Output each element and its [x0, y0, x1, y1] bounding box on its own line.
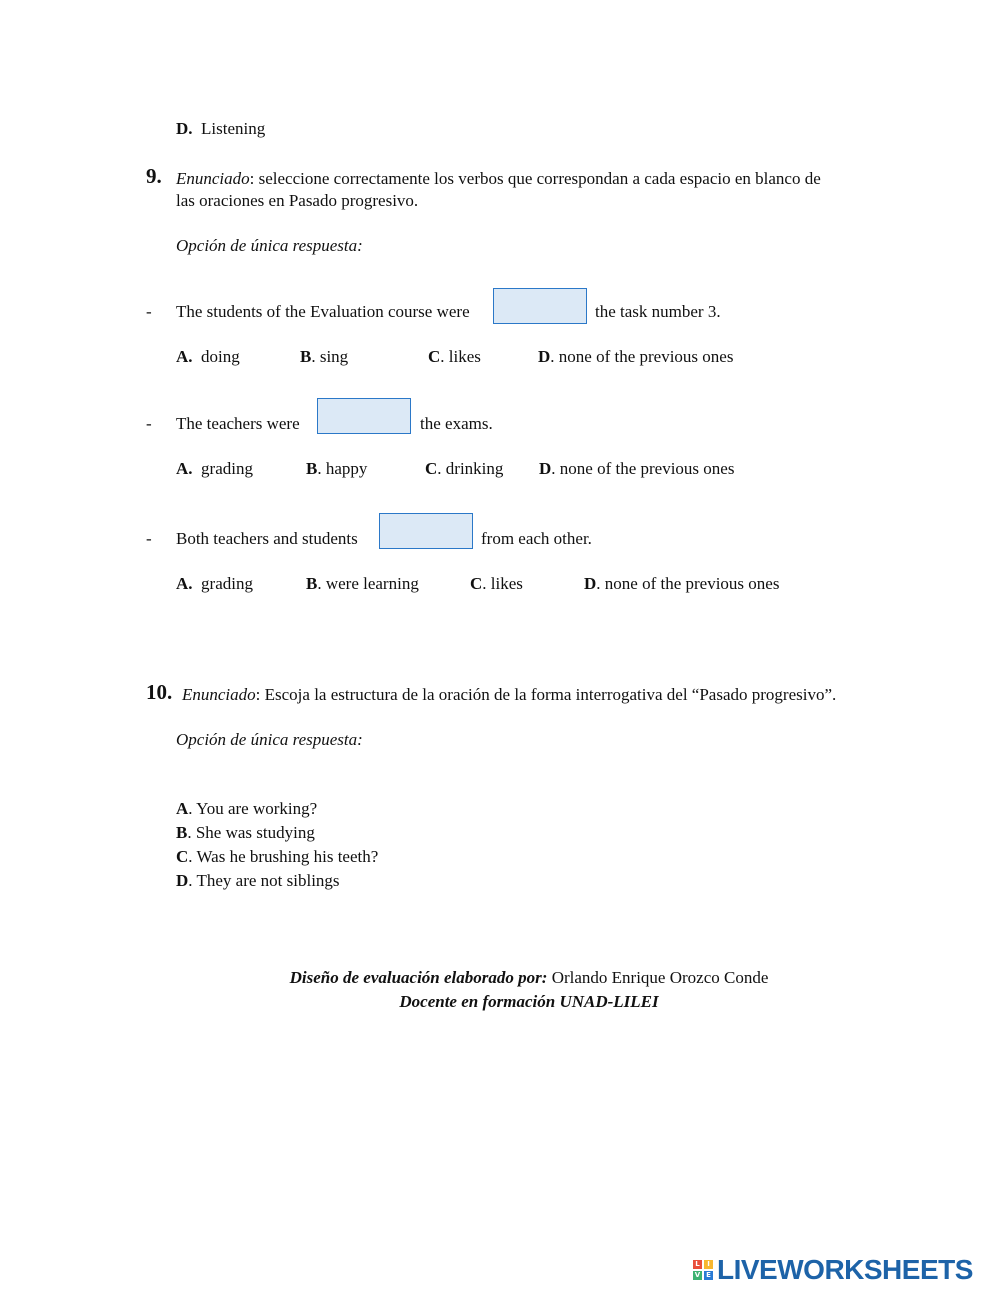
statement-text: : seleccione correctamente los verbos que correspondan a cada espacio en blanco de	[249, 169, 821, 188]
option-text: . none of the previous ones	[550, 347, 734, 366]
item-1-sentence-end: the task number 3.	[595, 302, 721, 321]
item-2-sentence-start: The teachers were	[176, 414, 300, 433]
option-letter: A.	[176, 347, 193, 366]
logo-text: LIVEWORKSHEETS	[717, 1254, 973, 1285]
option-letter: A.	[176, 459, 193, 478]
question-9-number: 9.	[146, 164, 162, 188]
q8-option-d[interactable]	[176, 120, 265, 137]
option-text: grading	[201, 459, 253, 478]
option-text: Listening	[201, 119, 266, 138]
logo-cell: V	[694, 1271, 701, 1279]
item-3-option-d[interactable]	[584, 575, 779, 592]
option-letter: A	[176, 799, 189, 818]
logo-cell: L	[693, 1260, 702, 1269]
question-9-statement-line-1	[176, 170, 821, 187]
option-text: . She was studying	[187, 823, 315, 842]
question-9-instruction: Opción de única respuesta:	[176, 236, 363, 255]
item-3-option-a[interactable]	[176, 575, 253, 592]
question-9-statement-line-2: las oraciones en Pasado progresivo.	[176, 191, 419, 210]
option-text: . sing	[311, 347, 349, 366]
item-2-option-b[interactable]	[306, 460, 367, 477]
item-1-option-b[interactable]	[300, 348, 348, 365]
item-3-option-b[interactable]	[306, 575, 419, 592]
item-1-dash: -	[146, 302, 152, 321]
credits-role: Docente en formación UNAD-LILEI	[399, 992, 659, 1011]
item-1-option-d[interactable]	[538, 348, 733, 365]
q10-option-d[interactable]	[176, 872, 340, 889]
option-letter: C	[425, 459, 438, 478]
logo-cell: I	[704, 1260, 713, 1269]
option-letter: D	[539, 459, 552, 478]
q10-option-c[interactable]	[176, 848, 378, 865]
q10-option-a[interactable]	[176, 800, 317, 817]
option-text: . none of the previous ones	[551, 459, 735, 478]
item-2-option-d[interactable]	[539, 460, 734, 477]
option-letter: B	[300, 347, 312, 366]
item-1-sentence-start: The students of the Evaluation course were	[176, 302, 470, 321]
logo-grid-icon	[693, 1260, 713, 1280]
statement-label: Enunciado	[176, 169, 250, 188]
option-letter: C	[176, 847, 189, 866]
option-letter: B	[306, 459, 318, 478]
option-letter: D	[584, 574, 597, 593]
option-letter: B	[176, 823, 188, 842]
statement-label: Enunciado	[182, 685, 256, 704]
item-3-option-c[interactable]	[470, 575, 523, 592]
option-letter: D.	[176, 119, 193, 138]
item-2-sentence-end: the exams.	[420, 414, 493, 433]
liveworksheets-logo[interactable]	[693, 1256, 973, 1284]
question-10-instruction: Opción de única respuesta:	[176, 730, 363, 749]
logo-cell: E	[704, 1271, 713, 1280]
item-3-sentence-start: Both teachers and students	[176, 529, 358, 548]
item-3-sentence-end: from each other.	[481, 529, 592, 548]
option-letter: A.	[176, 574, 193, 593]
item-2-option-c[interactable]	[425, 460, 503, 477]
option-text: doing	[201, 347, 240, 366]
option-text: . They are not siblings	[188, 871, 340, 890]
option-text: . Was he brushing his teeth?	[188, 847, 379, 866]
option-text: . happy	[317, 459, 368, 478]
statement-text: : Escoja la estructura de la oración de la forma interrogativa del “Pasado progresivo”.	[255, 685, 837, 704]
option-text: . were learning	[317, 574, 419, 593]
option-letter: C	[470, 574, 483, 593]
option-letter: C	[428, 347, 441, 366]
credits-label: Diseño de evaluación elaborado por:	[289, 968, 548, 987]
item-1-answer-blank[interactable]	[493, 288, 587, 324]
option-letter: D	[538, 347, 551, 366]
question-10-number: 10.	[146, 680, 173, 704]
item-2-option-a[interactable]	[176, 460, 253, 477]
item-2-dash: -	[146, 414, 152, 433]
item-1-option-c[interactable]	[428, 348, 481, 365]
item-3-dash: -	[146, 529, 152, 548]
option-text: . drinking	[437, 459, 504, 478]
credits-line-1	[0, 969, 1000, 986]
credits-line-2	[0, 993, 1000, 1010]
option-text: grading	[201, 574, 253, 593]
option-text: . likes	[482, 574, 523, 593]
question-10-statement	[182, 686, 836, 703]
option-text: . none of the previous ones	[596, 574, 780, 593]
option-text: . likes	[440, 347, 481, 366]
option-letter: B	[306, 574, 318, 593]
credits-author: Orlando Enrique Orozco Conde	[547, 968, 769, 987]
option-text: . You are working?	[188, 799, 318, 818]
option-letter: D	[176, 871, 189, 890]
q10-option-b[interactable]	[176, 824, 315, 841]
item-2-answer-blank[interactable]	[317, 398, 411, 434]
item-1-option-a[interactable]	[176, 348, 240, 365]
item-3-answer-blank[interactable]	[379, 513, 473, 549]
